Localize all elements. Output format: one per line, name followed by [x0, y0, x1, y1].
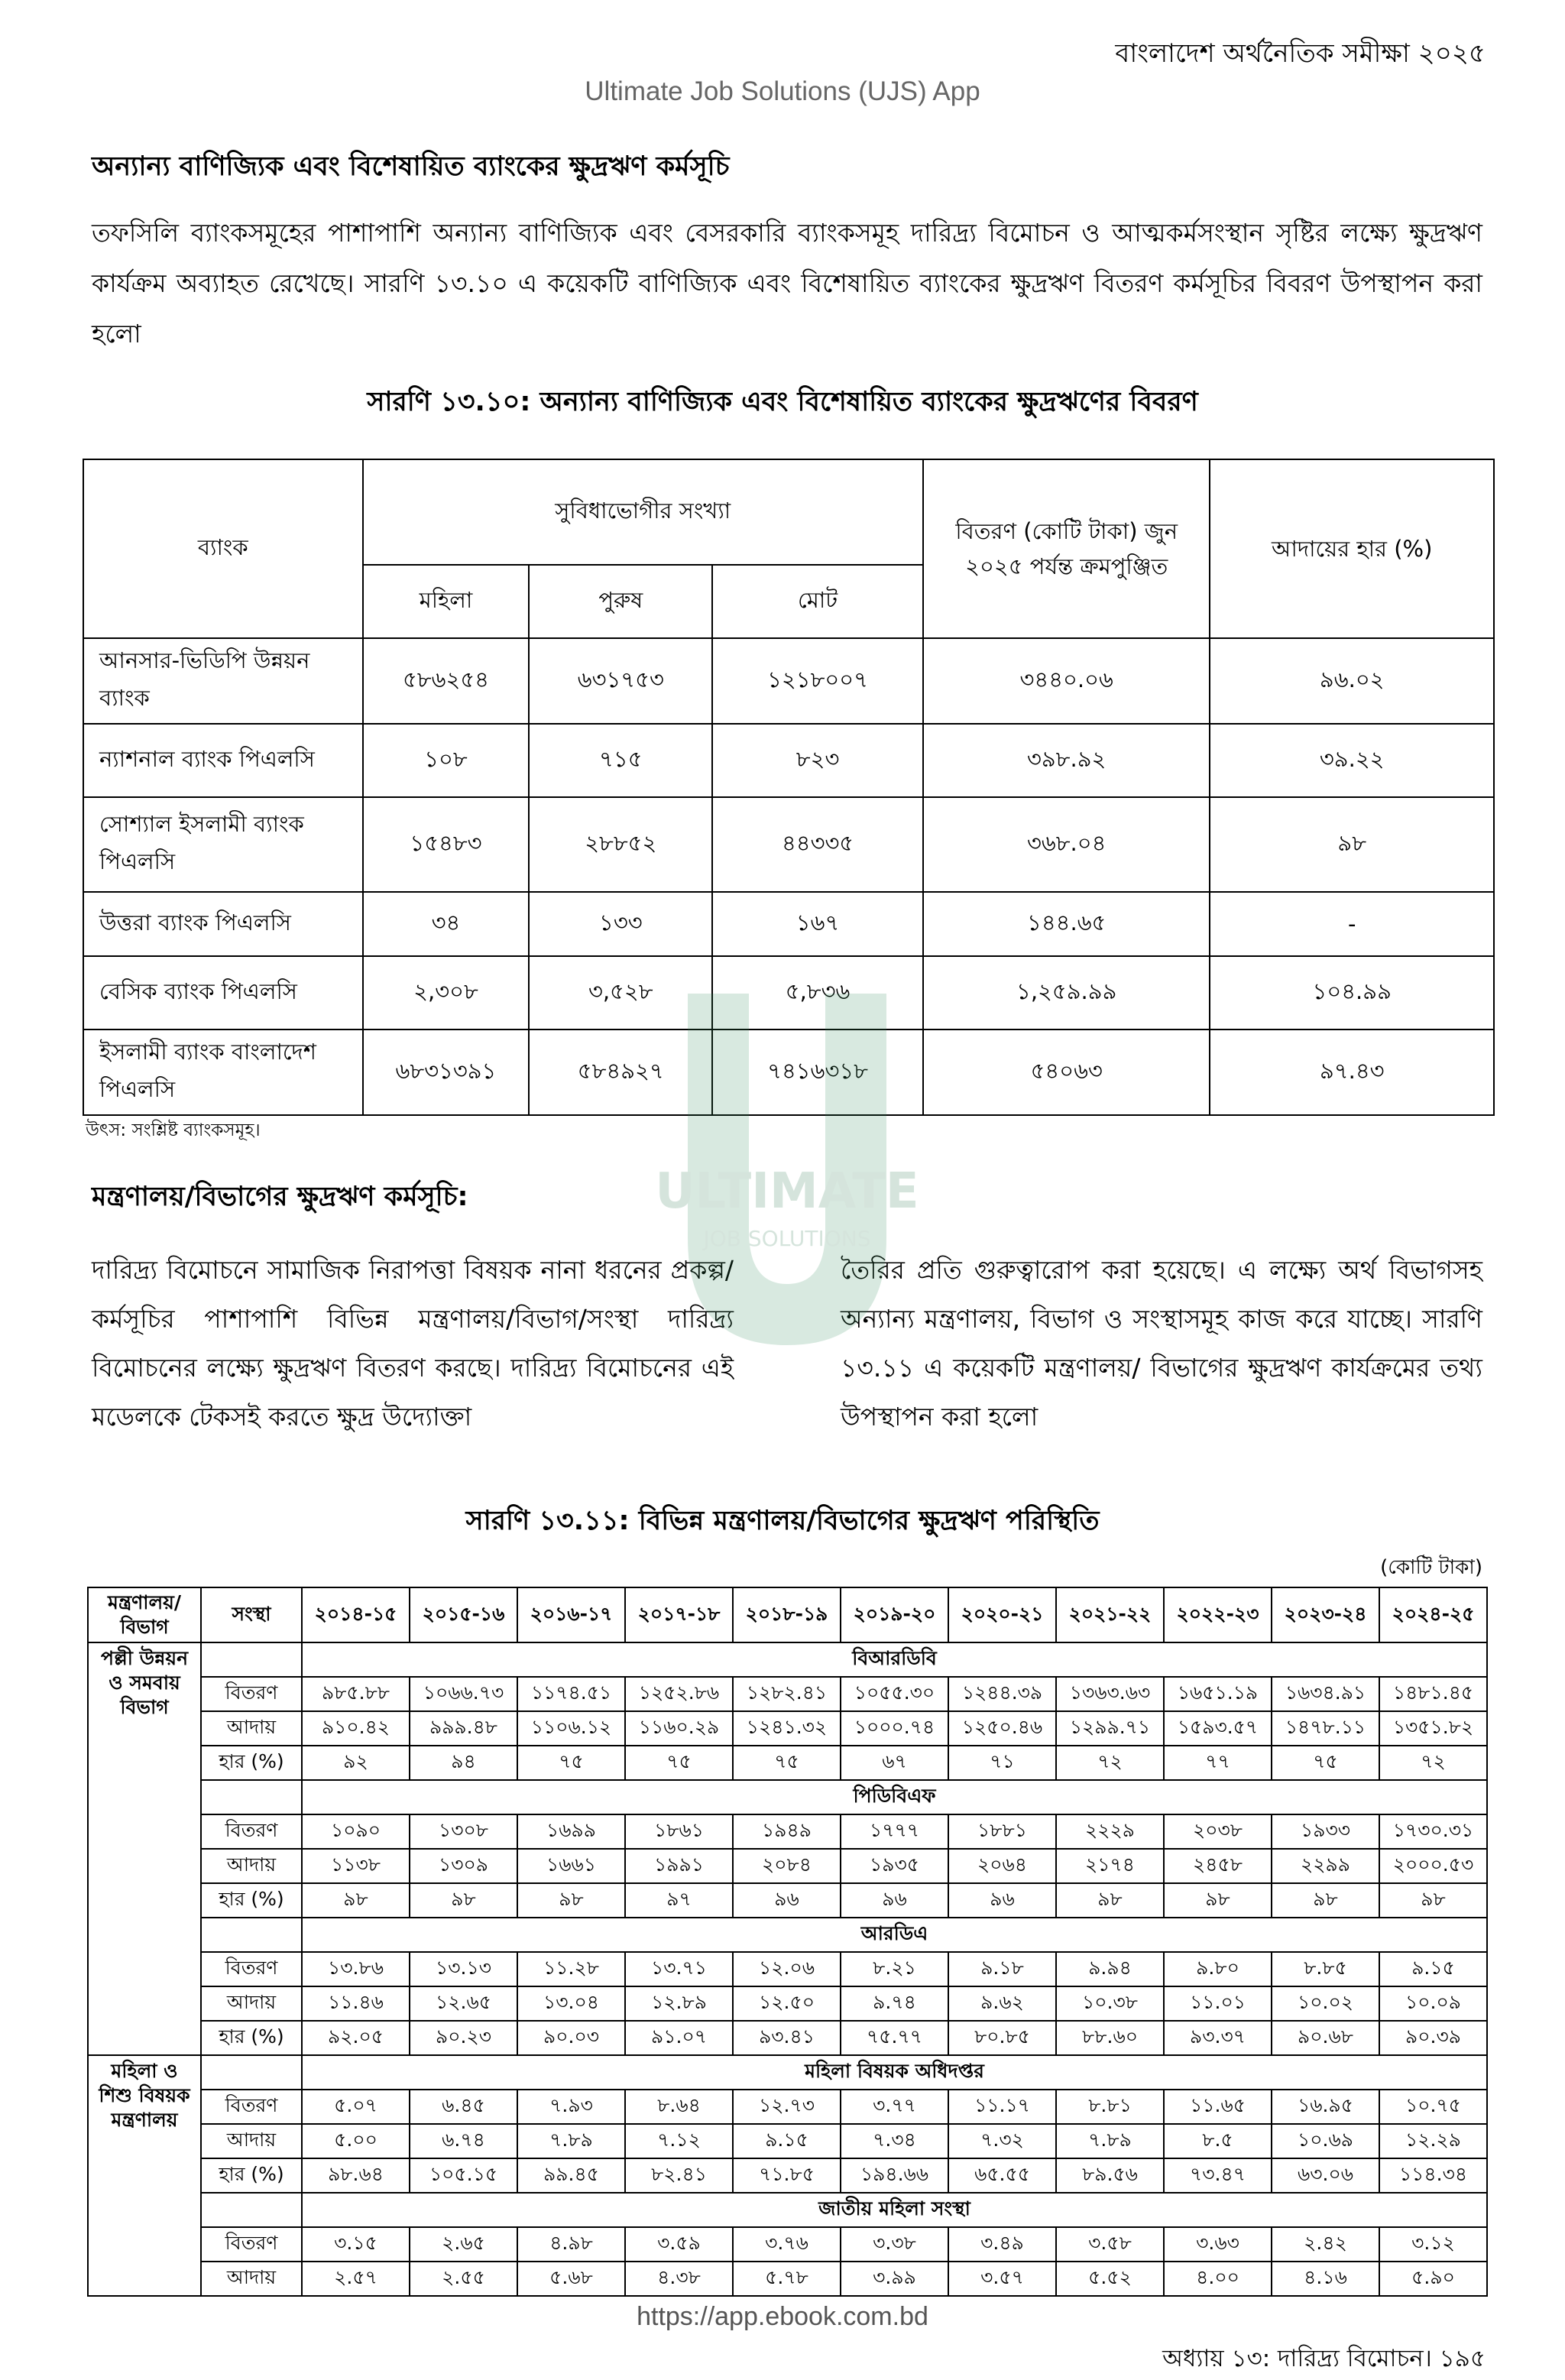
- cell-value: ৫.৬৮: [517, 2262, 625, 2296]
- cell-value: ১৯৪.৬৬: [841, 2158, 948, 2193]
- cell-value: ৫.০০: [302, 2124, 410, 2158]
- ujs-watermark-logo: [642, 978, 932, 1376]
- cell-disbursement: ১৪৪.৬৫: [923, 892, 1210, 956]
- cell-value: ১০.৭৫: [1379, 2090, 1487, 2124]
- cell-value: ৬৫.৫৫: [948, 2158, 1056, 2193]
- cell-value: ১২৫০.৪৬: [948, 1711, 1056, 1746]
- cell-value: ৮.২১: [841, 1952, 948, 1986]
- cell-total: ৫,৮৩৬: [712, 956, 923, 1029]
- cell-value: ৩.৭৬: [733, 2227, 841, 2262]
- header-beneficiaries: সুবিধাভোগীর সংখ্যা: [363, 459, 923, 565]
- cell-value: ১৬.৯৫: [1272, 2090, 1379, 2124]
- header-total: মোট: [712, 565, 923, 638]
- cell-recovery-rate: -: [1210, 892, 1494, 956]
- cell-bank-name: বেসিক ব্যাংক পিএলসি: [83, 956, 363, 1029]
- cell-value: ৭.৩৪: [841, 2124, 948, 2158]
- cell-metric-label: হার (%): [201, 2158, 302, 2193]
- cell-value: ২১৭৪: [1056, 1849, 1164, 1883]
- table-13-11-title: সারণি ১৩.১১: বিভিন্ন মন্ত্রণালয়/বিভাগের ক্ষুদ্রঋণ পরিস্থিতি: [465, 1506, 1100, 1536]
- cell-value: ১২.৮৯: [625, 1986, 733, 2021]
- table-row: [83, 638, 1494, 724]
- cell-value: ৯১.০৭: [625, 2021, 733, 2055]
- cell-female: ২,৩০৮: [363, 956, 530, 1029]
- cell-value: ৩.৫৯: [625, 2227, 733, 2262]
- cell-disbursement: ৩৯৮.৯২: [923, 724, 1210, 797]
- header-agency: সংস্থা: [201, 1587, 302, 1642]
- cell-value: ২০৩৮: [1164, 1814, 1272, 1849]
- cell-value: ১২৫২.৮৬: [625, 1677, 733, 1711]
- cell-value: ৩.৪৯: [948, 2227, 1056, 2262]
- cell-value: ৭৫: [625, 1746, 733, 1780]
- cell-value: ২.৬৫: [410, 2227, 517, 2262]
- cell-value: ৪.৯৮: [517, 2227, 625, 2262]
- table-row: [88, 2021, 1487, 2055]
- cell-metric-label: হার (%): [201, 1746, 302, 1780]
- cell-value: ১২৪৪.৩৯: [948, 1677, 1056, 1711]
- cell-value: ১১৭৪.৫১: [517, 1677, 625, 1711]
- header-year: ২০২৪-২৫: [1379, 1587, 1487, 1642]
- watermark-text-line2: JOB SOLUTIONS: [703, 1226, 871, 1251]
- cell-value: ৯.৯৪: [1056, 1952, 1164, 1986]
- cell-value: ১১.৬৫: [1164, 2090, 1272, 2124]
- agency-header-row: [88, 2193, 1487, 2227]
- cell-value: ৯৪: [410, 1746, 517, 1780]
- cell-value: ৯৮.৬৪: [302, 2158, 410, 2193]
- cell-value: ৬৩.০৬: [1272, 2158, 1379, 2193]
- agency-header-row: [88, 1780, 1487, 1814]
- cell-male: ১৩৩: [529, 892, 712, 956]
- cell-value: ১৮৮১: [948, 1814, 1056, 1849]
- cell-female: ১৫৪৮৩: [363, 797, 530, 892]
- cell-value: ৪.৩৮: [625, 2262, 733, 2296]
- cell-total: ১২১৮০০৭: [712, 638, 923, 724]
- cell-value: ১২.২৯: [1379, 2124, 1487, 2158]
- cell-blank: [201, 2055, 302, 2090]
- cell-recovery-rate: ৯৮: [1210, 797, 1494, 892]
- cell-value: ১০৫৫.৩০: [841, 1677, 948, 1711]
- cell-value: ১৩৫১.৮২: [1379, 1711, 1487, 1746]
- cell-metric-label: বিতরণ: [201, 1677, 302, 1711]
- header-year: ২০১৪-১৫: [302, 1587, 410, 1642]
- cell-metric-label: আদায়: [201, 1849, 302, 1883]
- section-paragraph-left-column: দারিদ্র্য বিমোচনে সামাজিক নিরাপত্তা বিষয়ক নানা ধরনের প্রকল্প/কর্মসূচির পাশাপাশি বিভিন্ন মন্ত্রণালয়/বিভাগ/সংস্থা দারিদ্র্য বিমোচনের লক্ষ্যে ক্ষুদ্রঋণ বিতরণ করছে। দারিদ্র্য বিমোচনের এই মডেলকে টেকসই করতে ক্ষুদ্র উদ্যোক্তা: [92, 1255, 734, 1432]
- cell-value: ৭৭: [1164, 1746, 1272, 1780]
- cell-value: ১১.১৭: [948, 2090, 1056, 2124]
- cell-value: ৯৮: [410, 1883, 517, 1918]
- cell-metric-label: আদায়: [201, 2124, 302, 2158]
- cell-metric-label: আদায়: [201, 1711, 302, 1746]
- cell-value: ৭.৩২: [948, 2124, 1056, 2158]
- table-row: [88, 1677, 1487, 1711]
- cell-value: ৯৮৫.৮৮: [302, 1677, 410, 1711]
- cell-bank-name: সোশ্যাল ইসলামী ব্যাংক পিএলসি: [83, 797, 363, 892]
- table-row: [88, 2090, 1487, 2124]
- cell-value: ২০৮৪: [733, 1849, 841, 1883]
- cell-blank: [201, 2193, 302, 2227]
- cell-value: ১৯৯১: [625, 1849, 733, 1883]
- cell-value: ২.৫৫: [410, 2262, 517, 2296]
- cell-value: ৭.৮৯: [517, 2124, 625, 2158]
- footer-url-link[interactable]: https://app.ebook.com.bd: [637, 2302, 928, 2331]
- section-paragraph-right-column: তৈরির প্রতি গুরুত্বারোপ করা হয়েছে। এ লক্ষ্যে অর্থ বিভাগসহ অন্যান্য মন্ত্রণালয়, বিভাগ ও সংস্থাসমূহ কাজ করে যাচ্ছে। সারণি ১৩.১১ এ কয়েকটি মন্ত্রণালয়/ বিভাগের ক্ষুদ্রঋণ কার্যক্রমের তথ্য উপস্থাপন করা হলো: [841, 1255, 1482, 1432]
- cell-value: ৯৬: [841, 1883, 948, 1918]
- header-year: ২০১৮-১৯: [733, 1587, 841, 1642]
- cell-value: ১১৩৮: [302, 1849, 410, 1883]
- cell-recovery-rate: ৯৭.৪৩: [1210, 1029, 1494, 1115]
- cell-value: ১৮৬১: [625, 1814, 733, 1849]
- cell-value: ৩.১৫: [302, 2227, 410, 2262]
- header-year: ২০১৭-১৮: [625, 1587, 733, 1642]
- cell-value: ৮.৬৪: [625, 2090, 733, 2124]
- cell-agency-name: পিডিবিএফ: [302, 1780, 1487, 1814]
- cell-value: ১১.০১: [1164, 1986, 1272, 2021]
- cell-male: ৬৩১৭৫৩: [529, 638, 712, 724]
- cell-value: ১৪৭৮.১১: [1272, 1711, 1379, 1746]
- cell-value: ১০.০২: [1272, 1986, 1379, 2021]
- cell-value: ৭.৮৯: [1056, 2124, 1164, 2158]
- cell-blank: [201, 1918, 302, 1952]
- cell-value: ১০.০৯: [1379, 1986, 1487, 2021]
- header-year: ২০১৫-১৬: [410, 1587, 517, 1642]
- cell-value: ৯০.৩৯: [1379, 2021, 1487, 2055]
- cell-value: ১১.৪৬: [302, 1986, 410, 2021]
- cell-agency-name: বিআরডিবি: [302, 1642, 1487, 1677]
- cell-value: ৯১০.৪২: [302, 1711, 410, 1746]
- document-header-title: বাংলাদেশ অর্থনৈতিক সমীক্ষা ২০২৫: [1115, 38, 1486, 69]
- cell-value: ১২৮২.৪১: [733, 1677, 841, 1711]
- table-row: [88, 2227, 1487, 2262]
- cell-value: ২৪৫৮: [1164, 1849, 1272, 1883]
- cell-value: ৯.১৫: [733, 2124, 841, 2158]
- cell-value: ২০৬৪: [948, 1849, 1056, 1883]
- cell-value: ৭৩.৪৭: [1164, 2158, 1272, 2193]
- cell-value: ৪.১৬: [1272, 2262, 1379, 2296]
- cell-value: ৮.৫: [1164, 2124, 1272, 2158]
- cell-male: ৭১৫: [529, 724, 712, 797]
- cell-value: ৩.৯৯: [841, 2262, 948, 2296]
- cell-value: ৯৮: [1272, 1883, 1379, 1918]
- cell-value: ৭২: [1379, 1746, 1487, 1780]
- cell-blank: [201, 1642, 302, 1677]
- cell-value: ১৩.১৩: [410, 1952, 517, 1986]
- cell-value: ৭৫.৭৭: [841, 2021, 948, 2055]
- cell-value: ১২৪১.৩২: [733, 1711, 841, 1746]
- header-female: মহিলা: [363, 565, 530, 638]
- cell-value: ৭১.৮৫: [733, 2158, 841, 2193]
- agency-header-row: [88, 2055, 1487, 2090]
- cell-bank-name: ইসলামী ব্যাংক বাংলাদেশ পিএলসি: [83, 1029, 363, 1115]
- cell-value: ১২.০৬: [733, 1952, 841, 1986]
- cell-value: ৮.৮৫: [1272, 1952, 1379, 1986]
- cell-value: ১৩.৮৬: [302, 1952, 410, 1986]
- cell-value: ১৩.০৪: [517, 1986, 625, 2021]
- cell-male: ৫৮৪৯২৭: [529, 1029, 712, 1115]
- cell-value: ৬.৭৪: [410, 2124, 517, 2158]
- cell-value: ২.৪২: [1272, 2227, 1379, 2262]
- footer-page-label: অধ্যায় ১৩: দারিদ্র্য বিমোচন। ১৯৫: [1162, 2345, 1486, 2372]
- cell-ministry: মহিলা ও শিশু বিষয়ক মন্ত্রণালয়: [88, 2055, 201, 2296]
- agency-header-row: [88, 1642, 1487, 1677]
- cell-value: ১৩৬৩.৬৩: [1056, 1677, 1164, 1711]
- cell-value: ১২.৫০: [733, 1986, 841, 2021]
- cell-value: ৭৫: [517, 1746, 625, 1780]
- cell-value: ৭.১২: [625, 2124, 733, 2158]
- cell-metric-label: বিতরণ: [201, 2227, 302, 2262]
- table-13-11-unit: (কোটি টাকা): [1380, 1556, 1482, 1579]
- cell-value: ৯৯৯.৪৮: [410, 1711, 517, 1746]
- cell-value: ১৬৩৪.৯১: [1272, 1677, 1379, 1711]
- cell-value: ১১৬০.২৯: [625, 1711, 733, 1746]
- cell-value: ৯৮: [302, 1883, 410, 1918]
- cell-value: ১২.৬৫: [410, 1986, 517, 2021]
- cell-female: ৬৮৩১৩৯১: [363, 1029, 530, 1115]
- cell-bank-name: আনসার-ভিডিপি উন্নয়ন ব্যাংক: [83, 638, 363, 724]
- cell-disbursement: ১,২৫৯.৯৯: [923, 956, 1210, 1029]
- cell-value: ৯০.৬৮: [1272, 2021, 1379, 2055]
- cell-value: ৯৩.৩৭: [1164, 2021, 1272, 2055]
- cell-total: ৭৪১৬৩১৮: [712, 1029, 923, 1115]
- table-row: [88, 1746, 1487, 1780]
- cell-value: ১২৯৯.৭১: [1056, 1711, 1164, 1746]
- cell-value: ৭৫: [1272, 1746, 1379, 1780]
- cell-value: ১০৫.১৫: [410, 2158, 517, 2193]
- cell-value: ৯.১৮: [948, 1952, 1056, 1986]
- cell-value: ৯৩.৪১: [733, 2021, 841, 2055]
- cell-disbursement: ৩৪৪০.০৬: [923, 638, 1210, 724]
- section-heading-ministry-microcredit: মন্ত্রণালয়/বিভাগের ক্ষুদ্রঋণ কর্মসূচি:: [92, 1182, 468, 1212]
- cell-value: ৩.৫৮: [1056, 2227, 1164, 2262]
- cell-recovery-rate: ১০৪.৯৯: [1210, 956, 1494, 1029]
- cell-bank-name: ন্যাশনাল ব্যাংক পিএলসি: [83, 724, 363, 797]
- cell-value: ৫.০৭: [302, 2090, 410, 2124]
- cell-ministry: পল্লী উন্নয়ন ও সমবায় বিভাগ: [88, 1642, 201, 2055]
- header-year: ২০২০-২১: [948, 1587, 1056, 1642]
- cell-value: ২০০০.৫৩: [1379, 1849, 1487, 1883]
- cell-metric-label: বিতরণ: [201, 2090, 302, 2124]
- header-year: ২০১৯-২০: [841, 1587, 948, 1642]
- cell-female: ৩৪: [363, 892, 530, 956]
- table-row: [88, 1814, 1487, 1849]
- cell-value: ৯৮: [1379, 1883, 1487, 1918]
- header-year: ২০২১-২২: [1056, 1587, 1164, 1642]
- cell-value: ৯৮: [1164, 1883, 1272, 1918]
- cell-value: ১০৯০: [302, 1814, 410, 1849]
- cell-value: ২.৫৭: [302, 2262, 410, 2296]
- cell-value: ৮৯.৫৬: [1056, 2158, 1164, 2193]
- app-name-banner: Ultimate Job Solutions (UJS) App: [585, 76, 980, 106]
- cell-value: ৯০.০৩: [517, 2021, 625, 2055]
- cell-value: ৭৫: [733, 1746, 841, 1780]
- cell-value: ১৭৭৭: [841, 1814, 948, 1849]
- cell-value: ১১০৬.১২: [517, 1711, 625, 1746]
- cell-value: ৯৬: [733, 1883, 841, 1918]
- cell-value: ৬৭: [841, 1746, 948, 1780]
- cell-agency-name: জাতীয় মহিলা সংস্থা: [302, 2193, 1487, 2227]
- cell-metric-label: বিতরণ: [201, 1952, 302, 1986]
- cell-value: ৫.৯০: [1379, 2262, 1487, 2296]
- cell-metric-label: বিতরণ: [201, 1814, 302, 1849]
- cell-value: ৯৯.৪৫: [517, 2158, 625, 2193]
- header-recovery-rate: আদায়ের হার (%): [1210, 459, 1494, 638]
- cell-value: ৩.৬৩: [1164, 2227, 1272, 2262]
- cell-value: ১৬৫১.১৯: [1164, 1677, 1272, 1711]
- table-13-10-title: সারণি ১৩.১০: অন্যান্য বাণিজ্যিক এবং বিশেষায়িত ব্যাংকের ক্ষুদ্রঋণের বিবরণ: [367, 387, 1198, 417]
- cell-value: ৯৬: [948, 1883, 1056, 1918]
- header-bank: ব্যাংক: [83, 459, 363, 638]
- cell-value: ৯০.২৩: [410, 2021, 517, 2055]
- cell-metric-label: আদায়: [201, 1986, 302, 2021]
- cell-value: ১৬৬১: [517, 1849, 625, 1883]
- cell-value: ৬.৪৫: [410, 2090, 517, 2124]
- table-row: [88, 1986, 1487, 2021]
- cell-value: ১৩০৮: [410, 1814, 517, 1849]
- cell-value: ৩.৭৭: [841, 2090, 948, 2124]
- table-13-10-source: উৎস: সংশ্লিষ্ট ব্যাংকসমূহ।: [86, 1120, 261, 1140]
- cell-value: ১৫৯৩.৫৭: [1164, 1711, 1272, 1746]
- header-year: ২০২৩-২৪: [1272, 1587, 1379, 1642]
- cell-value: ২২৯৯: [1272, 1849, 1379, 1883]
- cell-value: ২২২৯: [1056, 1814, 1164, 1849]
- cell-value: ১৭৩০.৩১: [1379, 1814, 1487, 1849]
- cell-male: ৩,৫২৮: [529, 956, 712, 1029]
- cell-value: ১৪৮১.৪৫: [1379, 1677, 1487, 1711]
- table-row: [83, 724, 1494, 797]
- cell-value: ৪.০০: [1164, 2262, 1272, 2296]
- cell-value: ৫.৫২: [1056, 2262, 1164, 2296]
- cell-value: ৯.৬২: [948, 1986, 1056, 2021]
- cell-value: ১০০০.৭৪: [841, 1711, 948, 1746]
- cell-value: ৯.১৫: [1379, 1952, 1487, 1986]
- cell-metric-label: হার (%): [201, 2021, 302, 2055]
- cell-value: ৮০.৮৫: [948, 2021, 1056, 2055]
- cell-value: ১৩০৯: [410, 1849, 517, 1883]
- header-disbursement: বিতরণ (কোটি টাকা) জুন ২০২৫ পর্যন্ত ক্রমপুঞ্জিত: [923, 459, 1210, 638]
- cell-value: ৫.৭৮: [733, 2262, 841, 2296]
- cell-metric-label: হার (%): [201, 1883, 302, 1918]
- cell-agency-name: মহিলা বিষয়ক অধিদপ্তর: [302, 2055, 1487, 2090]
- cell-value: ৮.৮১: [1056, 2090, 1164, 2124]
- cell-value: ১৯৩৩: [1272, 1814, 1379, 1849]
- table-row: [83, 797, 1494, 892]
- header-male: পুরুষ: [529, 565, 712, 638]
- header-year: ২০১৬-১৭: [517, 1587, 625, 1642]
- cell-value: ১৩.৭১: [625, 1952, 733, 1986]
- cell-value: ৯৮: [517, 1883, 625, 1918]
- table-row: [83, 892, 1494, 956]
- cell-female: ৫৮৬২৫৪: [363, 638, 530, 724]
- cell-disbursement: ৩৬৮.০৪: [923, 797, 1210, 892]
- cell-female: ১০৮: [363, 724, 530, 797]
- section-heading-bank-microcredit: অন্যান্য বাণিজ্যিক এবং বিশেষায়িত ব্যাংকের ক্ষুদ্রঋণ কর্মসূচি: [92, 151, 730, 182]
- cell-value: ১৯৪৯: [733, 1814, 841, 1849]
- section-paragraph-bank-microcredit: তফসিলি ব্যাংকসমূহের পাশাপাশি অন্যান্য বাণিজ্যিক এবং বেসরকারি ব্যাংকসমূহ দারিদ্র্য বিমোচন ও আত্মকর্মসংস্থান সৃষ্টির লক্ষ্যে ক্ষুদ্রঋণ কার্যক্রম অব্যাহত রেখেছে। সারণি ১৩.১০ এ কয়েকটি বাণিজ্যিক এবং বিশেষায়িত ব্যাংকের ক্ষুদ্রঋণ বিতরণ কর্মসূচির বিবরণ উপস্থাপন করা হলো: [92, 218, 1482, 349]
- cell-male: ২৮৮৫২: [529, 797, 712, 892]
- cell-total: ৮২৩: [712, 724, 923, 797]
- watermark-text-line1: ULTIMATE: [655, 1163, 919, 1220]
- cell-disbursement: ৫৪০৬৩: [923, 1029, 1210, 1115]
- header-year: ২০২২-২৩: [1164, 1587, 1272, 1642]
- cell-value: ৯.৮০: [1164, 1952, 1272, 1986]
- cell-value: ৭১: [948, 1746, 1056, 1780]
- table-row: [88, 1883, 1487, 1918]
- header-ministry: মন্ত্রণালয়/ বিভাগ: [88, 1587, 201, 1642]
- cell-value: ১০.৩৮: [1056, 1986, 1164, 2021]
- cell-value: ৯৭: [625, 1883, 733, 1918]
- cell-value: ৮২.৪১: [625, 2158, 733, 2193]
- cell-value: ১০.৬৯: [1272, 2124, 1379, 2158]
- cell-value: ৭.৯৩: [517, 2090, 625, 2124]
- cell-value: ৮৮.৬০: [1056, 2021, 1164, 2055]
- cell-value: ১৯৩৫: [841, 1849, 948, 1883]
- cell-value: ১২.৭৩: [733, 2090, 841, 2124]
- cell-value: ৯৮: [1056, 1883, 1164, 1918]
- cell-value: ৭২: [1056, 1746, 1164, 1780]
- cell-value: ৩.১২: [1379, 2227, 1487, 2262]
- cell-total: ১৬৭: [712, 892, 923, 956]
- cell-value: ৩.৫৭: [948, 2262, 1056, 2296]
- cell-bank-name: উত্তরা ব্যাংক পিএলসি: [83, 892, 363, 956]
- table-row: [88, 2262, 1487, 2296]
- cell-value: ১৬৯৯: [517, 1814, 625, 1849]
- cell-value: ৯২: [302, 1746, 410, 1780]
- table-row: [88, 1952, 1487, 1986]
- table-row: [88, 1711, 1487, 1746]
- cell-blank: [201, 1780, 302, 1814]
- cell-recovery-rate: ৯৬.০২: [1210, 638, 1494, 724]
- table-row: [88, 2124, 1487, 2158]
- agency-header-row: [88, 1918, 1487, 1952]
- table-13-11: [87, 1587, 1488, 2297]
- cell-metric-label: আদায়: [201, 2262, 302, 2296]
- cell-value: ৯২.০৫: [302, 2021, 410, 2055]
- table-row: [88, 1849, 1487, 1883]
- cell-value: ১১.২৮: [517, 1952, 625, 1986]
- cell-value: ৯.৭৪: [841, 1986, 948, 2021]
- table-row: [88, 2158, 1487, 2193]
- cell-value: ১০৬৬.৭৩: [410, 1677, 517, 1711]
- cell-value: ১১৪.৩৪: [1379, 2158, 1487, 2193]
- cell-value: ৩.৩৮: [841, 2227, 948, 2262]
- cell-total: ৪৪৩৩৫: [712, 797, 923, 892]
- cell-recovery-rate: ৩৯.২২: [1210, 724, 1494, 797]
- cell-agency-name: আরডিএ: [302, 1918, 1487, 1952]
